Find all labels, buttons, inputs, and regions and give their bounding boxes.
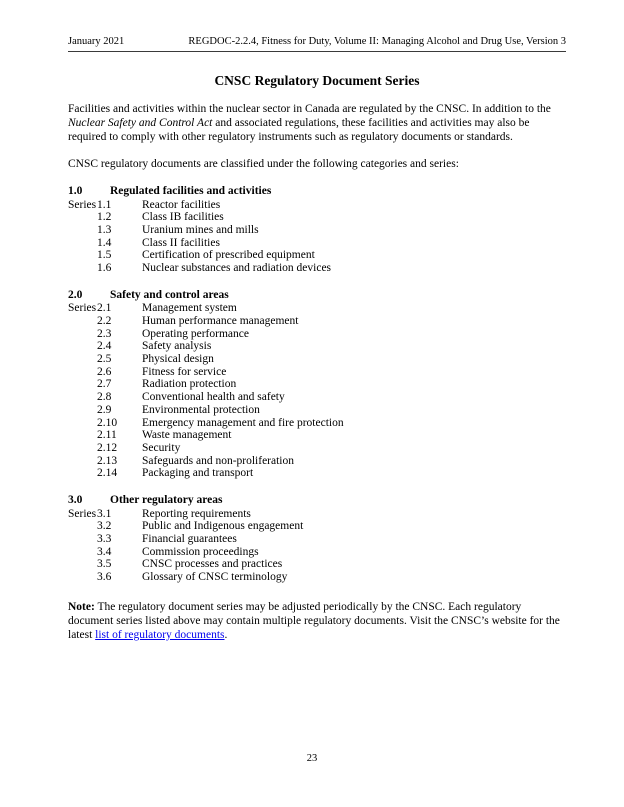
intro-paragraph xyxy=(68,102,566,144)
item-number: 1.1 xyxy=(97,198,112,211)
item-title: Radiation protection xyxy=(142,378,237,391)
item-number: 3.4 xyxy=(97,545,112,558)
series-item-row xyxy=(68,429,566,442)
series-item-row xyxy=(68,571,566,584)
item-title: Glossary of CNSC terminology xyxy=(142,571,288,584)
intro-text-2: and associated regulations, these facilities and activities may also be required to comply with other regulatory instruments such as regulatory documents or standards. xyxy=(68,117,530,143)
regulatory-documents-link[interactable]: list of regulatory documents xyxy=(95,628,225,641)
item-number: 2.5 xyxy=(97,353,112,366)
item-title: Security xyxy=(142,441,181,454)
series-label xyxy=(68,404,97,417)
series-label xyxy=(68,391,97,404)
section-number: 3.0 xyxy=(68,494,83,507)
series-label xyxy=(68,520,97,533)
item-title: Nuclear substances and radiation devices xyxy=(142,262,332,275)
section-heading xyxy=(68,494,566,508)
item-title: Class II facilities xyxy=(142,236,220,249)
series-label xyxy=(68,546,97,559)
item-title: Public and Indigenous engagement xyxy=(142,520,304,533)
item-number: 1.6 xyxy=(97,262,112,275)
series-item-row xyxy=(68,199,566,212)
item-title: Conventional health and safety xyxy=(142,391,285,404)
intro-text-1: Facilities and activities within the nuclear sector in Canada are regulated by the CNSC. In addition to the xyxy=(68,103,551,115)
item-number: 3.2 xyxy=(97,520,112,533)
item-number: 2.6 xyxy=(97,365,112,378)
item-title: Packaging and transport xyxy=(142,467,254,480)
series-item-row xyxy=(68,404,566,417)
item-number: 1.3 xyxy=(97,223,112,236)
series-label xyxy=(68,417,97,430)
series-label xyxy=(68,571,97,584)
series-item-row xyxy=(68,262,566,275)
item-number: 3.1 xyxy=(97,507,112,520)
page-content xyxy=(68,36,566,642)
item-number: 3.3 xyxy=(97,532,112,545)
page-title: CNSC Regulatory Document Series xyxy=(214,73,420,88)
series-label: Series xyxy=(68,507,97,520)
series-section xyxy=(68,185,566,275)
header-doc-title: REGDOC-2.2.4, Fitness for Duty, Volume II: Managing Alcohol and Drug Use, Version 3 xyxy=(188,36,566,47)
series-label xyxy=(68,340,97,353)
series-label xyxy=(68,366,97,379)
section-heading xyxy=(68,289,566,303)
classification-lead-paragraph: CNSC regulatory documents are classified under the following categories and series: xyxy=(68,158,459,170)
section-number: 2.0 xyxy=(68,288,83,301)
item-title: Emergency management and fire protection xyxy=(142,416,344,429)
item-number: 3.5 xyxy=(97,558,112,571)
series-label: Series xyxy=(68,302,97,315)
item-number: 2.11 xyxy=(97,429,117,442)
series-section xyxy=(68,289,566,480)
item-title: Financial guarantees xyxy=(142,532,237,545)
series-item-row xyxy=(68,224,566,237)
item-title: Management system xyxy=(142,302,237,315)
item-number: 1.4 xyxy=(97,236,112,249)
item-title: Commission proceedings xyxy=(142,545,259,558)
series-item-row xyxy=(68,533,566,546)
item-number: 2.8 xyxy=(97,391,112,404)
series-item-row xyxy=(68,237,566,250)
item-number: 2.10 xyxy=(97,416,118,429)
series-item-row xyxy=(68,211,566,224)
series-label xyxy=(68,328,97,341)
series-item-row xyxy=(68,328,566,341)
page-number: 23 xyxy=(306,753,318,764)
series-item-row xyxy=(68,353,566,366)
series-item-row xyxy=(68,302,566,315)
series-item-row xyxy=(68,442,566,455)
series-label: Series xyxy=(68,198,97,211)
series-label xyxy=(68,353,97,366)
page-footer xyxy=(0,753,624,764)
note-text: The regulatory document series may be adjusted periodically by the CNSC. Each regulatory document series listed above may contain multiple regulatory documents. Visit the CNSC’s website for the latest xyxy=(68,600,560,641)
series-label xyxy=(68,315,97,328)
series-item-row xyxy=(68,520,566,533)
item-number: 3.6 xyxy=(97,571,112,584)
item-number: 2.1 xyxy=(97,302,112,315)
item-number: 1.2 xyxy=(97,211,112,224)
item-title: Safeguards and non-proliferation xyxy=(142,454,295,467)
item-title: CNSC processes and practices xyxy=(142,558,283,571)
series-label xyxy=(68,442,97,455)
item-title: Class IB facilities xyxy=(142,211,224,224)
series-item-row xyxy=(68,378,566,391)
series-label xyxy=(68,237,97,250)
note-period: . xyxy=(224,628,228,641)
item-number: 2.2 xyxy=(97,314,112,327)
series-item-row xyxy=(68,340,566,353)
item-title: Reporting requirements xyxy=(142,507,251,520)
section-number: 1.0 xyxy=(68,185,83,197)
item-title: Physical design xyxy=(142,353,214,366)
note-label: Note: xyxy=(68,600,95,613)
item-title: Safety analysis xyxy=(142,340,212,353)
series-label xyxy=(68,224,97,237)
item-number: 2.13 xyxy=(97,454,118,467)
series-label xyxy=(68,558,97,571)
series-item-row xyxy=(68,455,566,468)
series-sections xyxy=(68,185,566,584)
series-label xyxy=(68,455,97,468)
series-item-row xyxy=(68,546,566,559)
item-title: Certification of prescribed equipment xyxy=(142,249,315,262)
series-item-row xyxy=(68,391,566,404)
item-number: 2.7 xyxy=(97,378,112,391)
note-paragraph xyxy=(68,600,566,642)
section-title: Safety and control areas xyxy=(110,288,229,301)
section-title: Regulated facilities and activities xyxy=(110,185,272,197)
section-title: Other regulatory areas xyxy=(110,494,223,507)
series-section xyxy=(68,494,566,584)
item-number: 2.4 xyxy=(97,340,112,353)
series-item-row xyxy=(68,366,566,379)
item-number: 2.14 xyxy=(97,467,118,480)
item-title: Fitness for service xyxy=(142,365,227,378)
series-label xyxy=(68,467,97,480)
series-item-row xyxy=(68,467,566,480)
page-header xyxy=(68,36,566,52)
item-title: Waste management xyxy=(142,429,232,442)
act-name-italic: Nuclear Safety and Control Act xyxy=(68,117,213,129)
item-title: Operating performance xyxy=(142,327,249,340)
series-label xyxy=(68,429,97,442)
header-date: January 2021 xyxy=(68,36,125,47)
item-number: 1.5 xyxy=(97,249,112,262)
series-item-row xyxy=(68,558,566,571)
series-label xyxy=(68,249,97,262)
series-item-row xyxy=(68,249,566,262)
series-label xyxy=(68,262,97,275)
series-label xyxy=(68,533,97,546)
item-title: Reactor facilities xyxy=(142,198,221,211)
series-item-row xyxy=(68,315,566,328)
item-title: Environmental protection xyxy=(142,403,260,416)
item-number: 2.12 xyxy=(97,441,118,454)
item-number: 2.9 xyxy=(97,403,112,416)
section-heading xyxy=(68,185,566,199)
series-item-row xyxy=(68,417,566,430)
series-item-row xyxy=(68,508,566,521)
item-title: Human performance management xyxy=(142,314,299,327)
item-title: Uranium mines and mills xyxy=(142,223,259,236)
item-number: 2.3 xyxy=(97,327,112,340)
series-label xyxy=(68,211,97,224)
series-label xyxy=(68,378,97,391)
